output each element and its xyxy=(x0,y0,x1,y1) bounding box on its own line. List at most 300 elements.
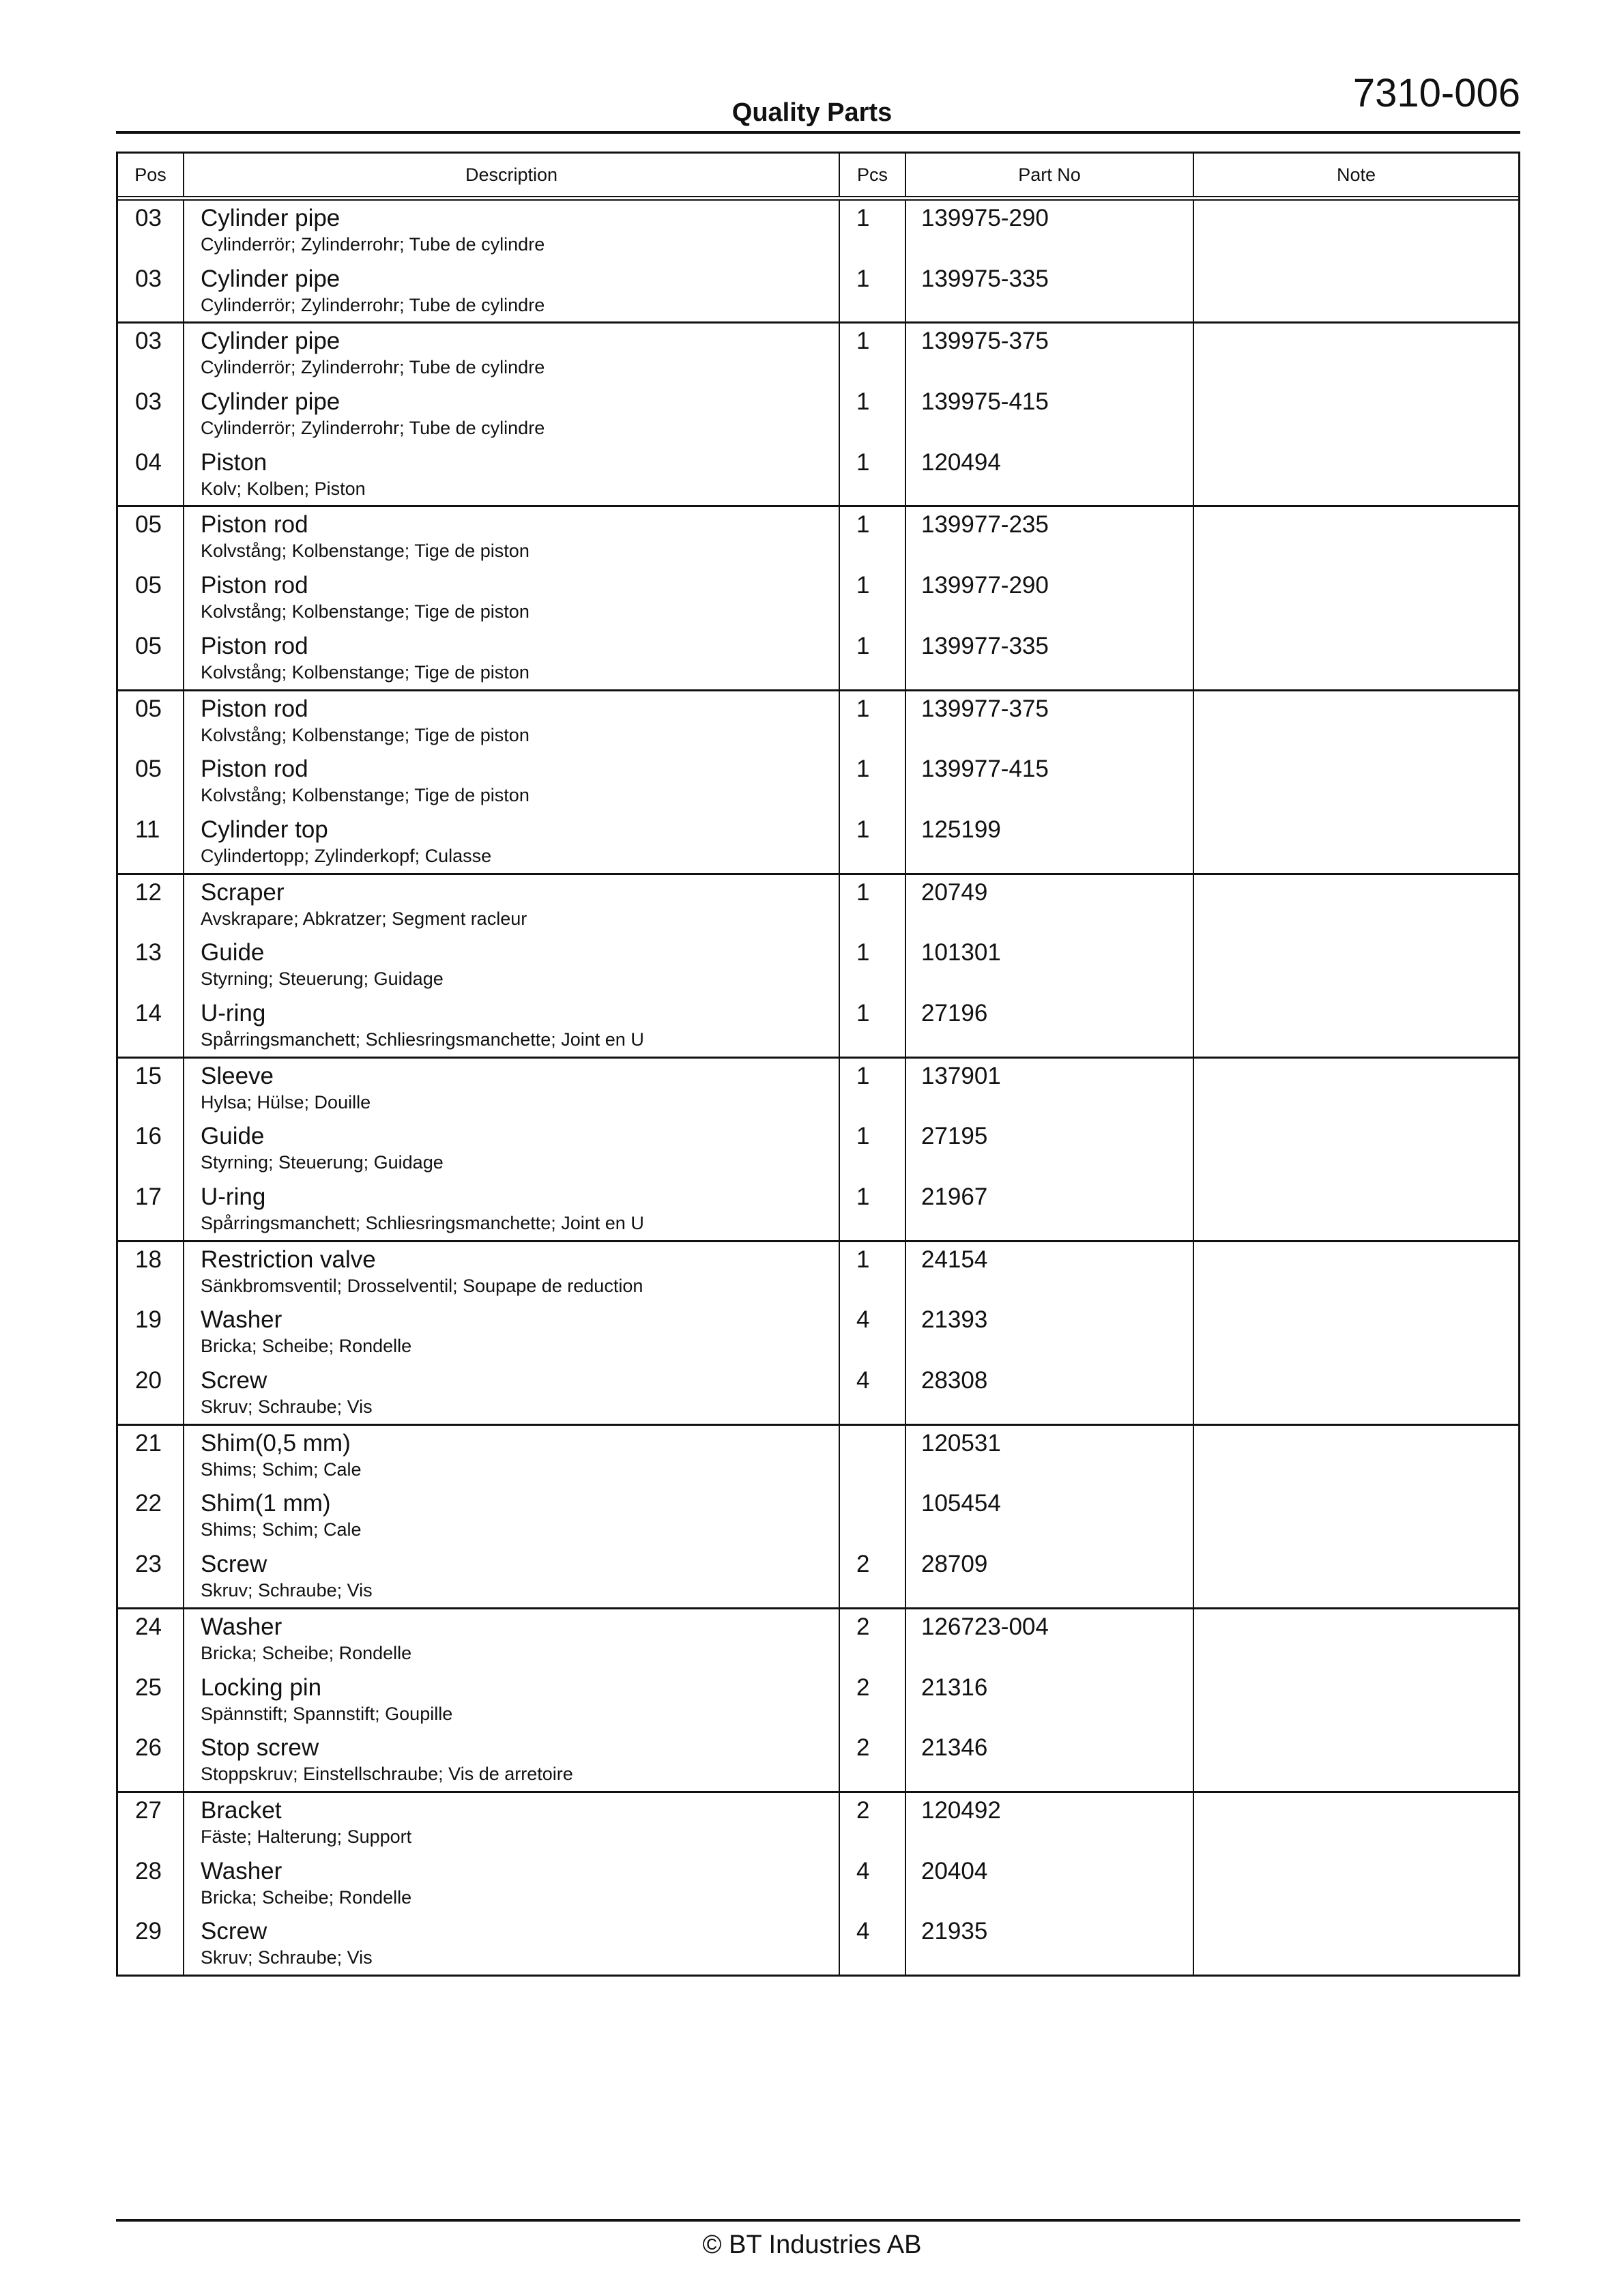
table-row xyxy=(840,1059,905,1119)
item-part-number: 125199 xyxy=(921,816,1001,843)
item-pos: 18 xyxy=(135,1246,162,1273)
item-pos: 03 xyxy=(135,265,162,292)
item-name: Screw xyxy=(201,1918,267,1945)
table-column-cell xyxy=(184,507,840,689)
item-pos: 28 xyxy=(135,1857,162,1884)
item-pos: 27 xyxy=(135,1796,162,1824)
item-pcs: 1 xyxy=(856,939,870,966)
item-pos: 25 xyxy=(135,1674,162,1701)
table-row xyxy=(1194,1486,1518,1547)
table-row xyxy=(118,1119,183,1179)
table-row xyxy=(184,1059,839,1119)
item-translations: Skruv; Schraube; Vis xyxy=(201,1947,373,1968)
item-pcs: 1 xyxy=(856,878,870,906)
item-translations: Bricka; Scheibe; Rondelle xyxy=(201,1336,412,1357)
item-translations: Kolvstång; Kolbenstange; Tige de piston xyxy=(201,541,530,562)
table-row xyxy=(1194,384,1518,445)
table-row xyxy=(840,261,905,322)
item-pos: 17 xyxy=(135,1183,162,1210)
item-name: Piston rod xyxy=(201,632,308,659)
item-pos: 15 xyxy=(135,1062,162,1089)
table-row xyxy=(840,507,905,568)
table-row xyxy=(184,1486,839,1547)
table-column-cell xyxy=(840,324,906,505)
item-name: Cylinder top xyxy=(201,816,328,843)
item-name: Piston rod xyxy=(201,756,308,783)
item-part-number: 139977-235 xyxy=(921,511,1049,539)
item-translations: Kolvstång; Kolbenstange; Tige de piston xyxy=(201,661,530,683)
item-pos: 04 xyxy=(135,448,162,476)
table-column-cell xyxy=(184,324,840,505)
table-column-cell xyxy=(118,691,184,873)
table-row xyxy=(1194,935,1518,996)
item-pcs: 1 xyxy=(856,999,870,1027)
table-row-group xyxy=(118,201,1518,324)
table-row-group xyxy=(118,1426,1518,1609)
table-header xyxy=(118,154,1518,201)
item-pcs: 1 xyxy=(856,572,870,599)
table-row xyxy=(184,1363,839,1424)
table-row xyxy=(906,691,1193,752)
table-row-group xyxy=(118,1793,1518,1975)
table-row xyxy=(840,875,905,936)
item-part-number: 20749 xyxy=(921,878,988,906)
item-name: Washer xyxy=(201,1306,282,1334)
table-row xyxy=(906,875,1193,936)
table-row xyxy=(184,935,839,996)
item-pos: 05 xyxy=(135,632,162,659)
item-translations: Bricka; Scheibe; Rondelle xyxy=(201,1642,412,1663)
table-row xyxy=(118,324,183,384)
table-row xyxy=(906,1914,1193,1975)
item-name: Piston rod xyxy=(201,511,308,539)
table-row xyxy=(118,1242,183,1303)
table-row xyxy=(906,1609,1193,1670)
table-row xyxy=(906,201,1193,261)
table-row xyxy=(1194,201,1518,261)
table-column-cell xyxy=(1194,691,1518,873)
table-column-cell xyxy=(906,1793,1194,1975)
item-part-number: 139975-375 xyxy=(921,328,1049,355)
item-translations: Spårringsmanchett; Schliesringsmanchette; Joint en U xyxy=(201,1029,644,1050)
copyright-footer: © BT Industries AB xyxy=(702,2230,922,2259)
table-row xyxy=(1194,261,1518,322)
item-translations: Skruv; Schraube; Vis xyxy=(201,1580,373,1601)
table-column-cell xyxy=(906,1609,1194,1791)
item-name: Bracket xyxy=(201,1796,282,1824)
table-column-cell xyxy=(906,691,1194,873)
table-row xyxy=(184,201,839,261)
item-pcs: 1 xyxy=(856,1183,870,1210)
table-column-cell xyxy=(118,1426,184,1607)
table-row xyxy=(118,1547,183,1607)
item-pos: 23 xyxy=(135,1551,162,1578)
table-row xyxy=(840,691,905,752)
table-row xyxy=(184,384,839,445)
item-part-number: 27195 xyxy=(921,1123,988,1150)
table-row xyxy=(118,1793,183,1854)
table-row xyxy=(118,629,183,689)
table-row xyxy=(906,445,1193,506)
table-row xyxy=(840,384,905,445)
item-name: Cylinder pipe xyxy=(201,328,340,355)
item-part-number: 24154 xyxy=(921,1246,988,1273)
table-row xyxy=(118,1670,183,1731)
table-row xyxy=(1194,629,1518,689)
table-row-group xyxy=(118,507,1518,691)
table-row xyxy=(184,996,839,1057)
table-row xyxy=(118,384,183,445)
table-row xyxy=(1194,1609,1518,1670)
table-row xyxy=(1194,1179,1518,1240)
table-column-cell xyxy=(118,1059,184,1240)
table-row xyxy=(184,1242,839,1303)
table-row xyxy=(118,445,183,506)
table-column-cell xyxy=(906,507,1194,689)
table-row xyxy=(906,568,1193,629)
table-row xyxy=(840,1854,905,1914)
table-row xyxy=(1194,507,1518,568)
table-row xyxy=(1194,1793,1518,1854)
table-row xyxy=(118,261,183,322)
item-part-number: 21346 xyxy=(921,1734,988,1762)
table-row xyxy=(840,1914,905,1975)
table-row xyxy=(840,1609,905,1670)
item-translations: Kolv; Kolben; Piston xyxy=(201,478,366,499)
item-pos: 03 xyxy=(135,328,162,355)
item-translations: Shims; Schim; Cale xyxy=(201,1519,362,1540)
item-pos: 20 xyxy=(135,1367,162,1394)
document-number: 7310-006 xyxy=(1352,71,1520,115)
table-row xyxy=(840,935,905,996)
item-part-number: 139975-290 xyxy=(921,205,1049,231)
table-column-cell xyxy=(1194,324,1518,505)
table-row xyxy=(840,445,905,506)
item-part-number: 139977-415 xyxy=(921,756,1049,783)
table-row xyxy=(906,1059,1193,1119)
item-translations: Fäste; Halterung; Support xyxy=(201,1826,412,1847)
item-pos: 29 xyxy=(135,1918,162,1945)
item-name: U-ring xyxy=(201,999,266,1027)
item-translations: Styrning; Steuerung; Guidage xyxy=(201,1152,444,1173)
item-name: Locking pin xyxy=(201,1674,322,1701)
item-pcs: 1 xyxy=(856,265,870,292)
table-row xyxy=(1194,996,1518,1057)
column-header-description: Description xyxy=(184,154,840,196)
item-pcs: 2 xyxy=(856,1551,870,1578)
item-name: Cylinder pipe xyxy=(201,205,340,231)
table-row xyxy=(840,324,905,384)
item-part-number: 120494 xyxy=(921,448,1001,476)
table-row xyxy=(118,1730,183,1791)
table-column-cell xyxy=(118,875,184,1057)
table-row xyxy=(840,996,905,1057)
table-row xyxy=(118,875,183,936)
item-part-number: 139977-375 xyxy=(921,695,1049,722)
item-pcs: 2 xyxy=(856,1796,870,1824)
item-translations: Bricka; Scheibe; Rondelle xyxy=(201,1886,412,1908)
item-part-number: 139975-335 xyxy=(921,265,1049,292)
table-row xyxy=(184,507,839,568)
item-name: Screw xyxy=(201,1367,267,1394)
item-part-number: 139977-335 xyxy=(921,632,1049,659)
table-row xyxy=(184,751,839,812)
table-row xyxy=(1194,1547,1518,1607)
table-row xyxy=(1194,1363,1518,1424)
item-pcs: 4 xyxy=(856,1918,870,1945)
item-name: Washer xyxy=(201,1613,282,1640)
table-column-cell xyxy=(118,507,184,689)
table-column-cell xyxy=(1194,1242,1518,1424)
item-pos: 26 xyxy=(135,1734,162,1762)
table-row xyxy=(906,324,1193,384)
table-row xyxy=(184,261,839,322)
item-pcs: 1 xyxy=(856,388,870,416)
table-row xyxy=(840,1426,905,1487)
table-column-cell xyxy=(118,1609,184,1791)
table-column-cell xyxy=(118,201,184,321)
table-row xyxy=(184,875,839,936)
item-pcs: 1 xyxy=(856,1246,870,1273)
table-column-cell xyxy=(840,507,906,689)
table-row xyxy=(118,201,183,261)
table-row xyxy=(1194,751,1518,812)
table-row xyxy=(840,1730,905,1791)
table-row xyxy=(118,751,183,812)
table-column-cell xyxy=(184,691,840,873)
item-translations: Styrning; Steuerung; Guidage xyxy=(201,968,444,990)
table-row xyxy=(840,751,905,812)
item-pos: 03 xyxy=(135,388,162,416)
item-name: Shim(0,5 mm) xyxy=(201,1429,351,1456)
table-row xyxy=(1194,1302,1518,1363)
item-translations: Kolvstång; Kolbenstange; Tige de piston xyxy=(201,724,530,745)
item-pos: 13 xyxy=(135,939,162,966)
table-row xyxy=(906,1547,1193,1607)
item-name: Screw xyxy=(201,1551,267,1578)
table-column-cell xyxy=(1194,1059,1518,1240)
item-pcs: 4 xyxy=(856,1367,870,1394)
table-row xyxy=(184,1609,839,1670)
table-row xyxy=(906,1119,1193,1179)
table-row xyxy=(184,1670,839,1731)
item-part-number: 139977-290 xyxy=(921,572,1049,599)
page-title: Quality Parts xyxy=(731,98,893,127)
item-part-number: 137901 xyxy=(921,1062,1001,1089)
table-column-cell xyxy=(840,1059,906,1240)
item-name: Shim(1 mm) xyxy=(201,1490,331,1517)
table-row xyxy=(118,1426,183,1487)
table-row xyxy=(184,691,839,752)
table-row xyxy=(184,1914,839,1975)
table-row xyxy=(906,629,1193,689)
item-part-number: 21316 xyxy=(921,1674,988,1701)
table-row xyxy=(840,1242,905,1303)
table-row xyxy=(840,1363,905,1424)
item-part-number: 120531 xyxy=(921,1429,1001,1456)
table-column-cell xyxy=(840,691,906,873)
table-row xyxy=(1194,324,1518,384)
item-translations: Stoppskruv; Einstellschraube; Vis de arretoire xyxy=(201,1764,573,1785)
item-translations: Cylinderrör; Zylinderrohr; Tube de cylindre xyxy=(201,234,545,255)
table-row xyxy=(906,1179,1193,1240)
item-translations: Spännstift; Spannstift; Goupille xyxy=(201,1703,453,1724)
table-row xyxy=(1194,691,1518,752)
table-row xyxy=(184,1854,839,1914)
footer-divider xyxy=(116,2219,1520,2222)
table-row xyxy=(840,1486,905,1547)
table-column-cell xyxy=(184,1059,840,1240)
table-column-cell xyxy=(840,1426,906,1607)
table-row xyxy=(118,1854,183,1914)
table-row xyxy=(118,1302,183,1363)
item-pos: 05 xyxy=(135,572,162,599)
item-pcs: 1 xyxy=(856,756,870,783)
item-translations: Sänkbromsventil; Drosselventil; Soupape de reduction xyxy=(201,1275,643,1296)
item-pos: 05 xyxy=(135,511,162,539)
table-row xyxy=(906,996,1193,1057)
table-row-group xyxy=(118,691,1518,875)
item-part-number: 28709 xyxy=(921,1551,988,1578)
table-row xyxy=(184,1793,839,1854)
table-row xyxy=(906,1302,1193,1363)
item-pcs: 2 xyxy=(856,1613,870,1640)
item-pos: 05 xyxy=(135,756,162,783)
item-name: Scraper xyxy=(201,878,285,906)
item-name: Cylinder pipe xyxy=(201,265,340,292)
item-pcs: 1 xyxy=(856,632,870,659)
table-row xyxy=(184,324,839,384)
item-pcs: 2 xyxy=(856,1734,870,1762)
item-pos: 05 xyxy=(135,695,162,722)
table-row xyxy=(840,568,905,629)
item-name: U-ring xyxy=(201,1183,266,1210)
parts-table xyxy=(116,152,1520,1977)
item-translations: Avskrapare; Abkratzer; Segment racleur xyxy=(201,908,527,929)
table-row xyxy=(118,691,183,752)
item-pos: 22 xyxy=(135,1490,162,1517)
table-row xyxy=(906,1242,1193,1303)
item-pos: 19 xyxy=(135,1306,162,1334)
item-part-number: 21393 xyxy=(921,1306,988,1334)
table-row xyxy=(840,1547,905,1607)
table-column-cell xyxy=(906,1242,1194,1424)
table-row-group xyxy=(118,324,1518,507)
table-row xyxy=(118,507,183,568)
table-column-cell xyxy=(906,201,1194,321)
table-row xyxy=(118,996,183,1057)
item-translations: Cylinderrör; Zylinderrohr; Tube de cylindre xyxy=(201,418,545,439)
item-pos: 21 xyxy=(135,1429,162,1456)
item-part-number: 139975-415 xyxy=(921,388,1049,416)
table-row xyxy=(906,1670,1193,1731)
table-column-cell xyxy=(906,1059,1194,1240)
item-name: Piston rod xyxy=(201,572,308,599)
item-name: Cylinder pipe xyxy=(201,388,340,416)
table-row xyxy=(1194,1119,1518,1179)
item-name: Piston xyxy=(201,448,267,476)
item-translations: Kolvstång; Kolbenstange; Tige de piston xyxy=(201,601,530,622)
item-translations: Shims; Schim; Cale xyxy=(201,1459,362,1480)
item-name: Restriction valve xyxy=(201,1246,376,1273)
table-row xyxy=(118,935,183,996)
table-column-cell xyxy=(184,1426,840,1607)
item-name: Sleeve xyxy=(201,1062,274,1089)
table-row xyxy=(1194,875,1518,936)
table-row xyxy=(118,1179,183,1240)
table-column-cell xyxy=(840,875,906,1057)
table-row xyxy=(840,201,905,261)
table-row xyxy=(184,1119,839,1179)
table-row xyxy=(118,1609,183,1670)
item-pcs: 4 xyxy=(856,1306,870,1334)
item-translations: Skruv; Schraube; Vis xyxy=(201,1396,373,1418)
item-pcs: 1 xyxy=(856,1123,870,1150)
item-pcs: 4 xyxy=(856,1857,870,1884)
item-pcs: 1 xyxy=(856,205,870,231)
table-column-cell xyxy=(118,324,184,505)
item-part-number: 21935 xyxy=(921,1918,988,1945)
item-name: Washer xyxy=(201,1857,282,1884)
table-row xyxy=(906,384,1193,445)
item-pos: 12 xyxy=(135,878,162,906)
table-row xyxy=(840,1119,905,1179)
table-row xyxy=(906,507,1193,568)
table-column-cell xyxy=(184,1609,840,1791)
table-column-cell xyxy=(1194,1793,1518,1975)
table-column-cell xyxy=(906,875,1194,1057)
table-row xyxy=(906,261,1193,322)
table-row xyxy=(906,1486,1193,1547)
table-row xyxy=(840,629,905,689)
table-column-cell xyxy=(906,1426,1194,1607)
table-column-cell xyxy=(1194,1609,1518,1791)
table-row xyxy=(118,568,183,629)
table-row-group xyxy=(118,1059,1518,1242)
item-translations: Hylsa; Hülse; Douille xyxy=(201,1091,371,1113)
table-row xyxy=(1194,812,1518,873)
header-divider xyxy=(116,131,1520,134)
table-row xyxy=(184,812,839,873)
item-translations: Spårringsmanchett; Schliesringsmanchette; Joint en U xyxy=(201,1213,644,1233)
table-row xyxy=(840,1302,905,1363)
column-header-note: Note xyxy=(1336,164,1376,185)
table-row xyxy=(840,1179,905,1240)
table-row xyxy=(118,1914,183,1975)
table-column-cell xyxy=(184,201,840,321)
table-row xyxy=(840,1793,905,1854)
table-column-cell xyxy=(840,1609,906,1791)
item-part-number: 105454 xyxy=(921,1490,1001,1517)
item-pcs: 1 xyxy=(856,695,870,722)
table-row-group xyxy=(118,1242,1518,1426)
item-pos: 14 xyxy=(135,999,162,1027)
table-row xyxy=(184,1302,839,1363)
table-column-cell xyxy=(1194,875,1518,1057)
item-pos: 24 xyxy=(135,1613,162,1640)
table-row xyxy=(184,629,839,689)
table-row xyxy=(184,445,839,506)
table-row xyxy=(1194,1426,1518,1487)
table-row xyxy=(184,568,839,629)
item-part-number: 120492 xyxy=(921,1796,1001,1824)
table-row xyxy=(1194,1242,1518,1303)
table-row xyxy=(184,1730,839,1791)
table-row xyxy=(1194,1730,1518,1791)
column-header-pos: Pos xyxy=(118,154,184,196)
table-row xyxy=(906,1854,1193,1914)
item-translations: Kolvstång; Kolbenstange; Tige de piston xyxy=(201,785,530,806)
